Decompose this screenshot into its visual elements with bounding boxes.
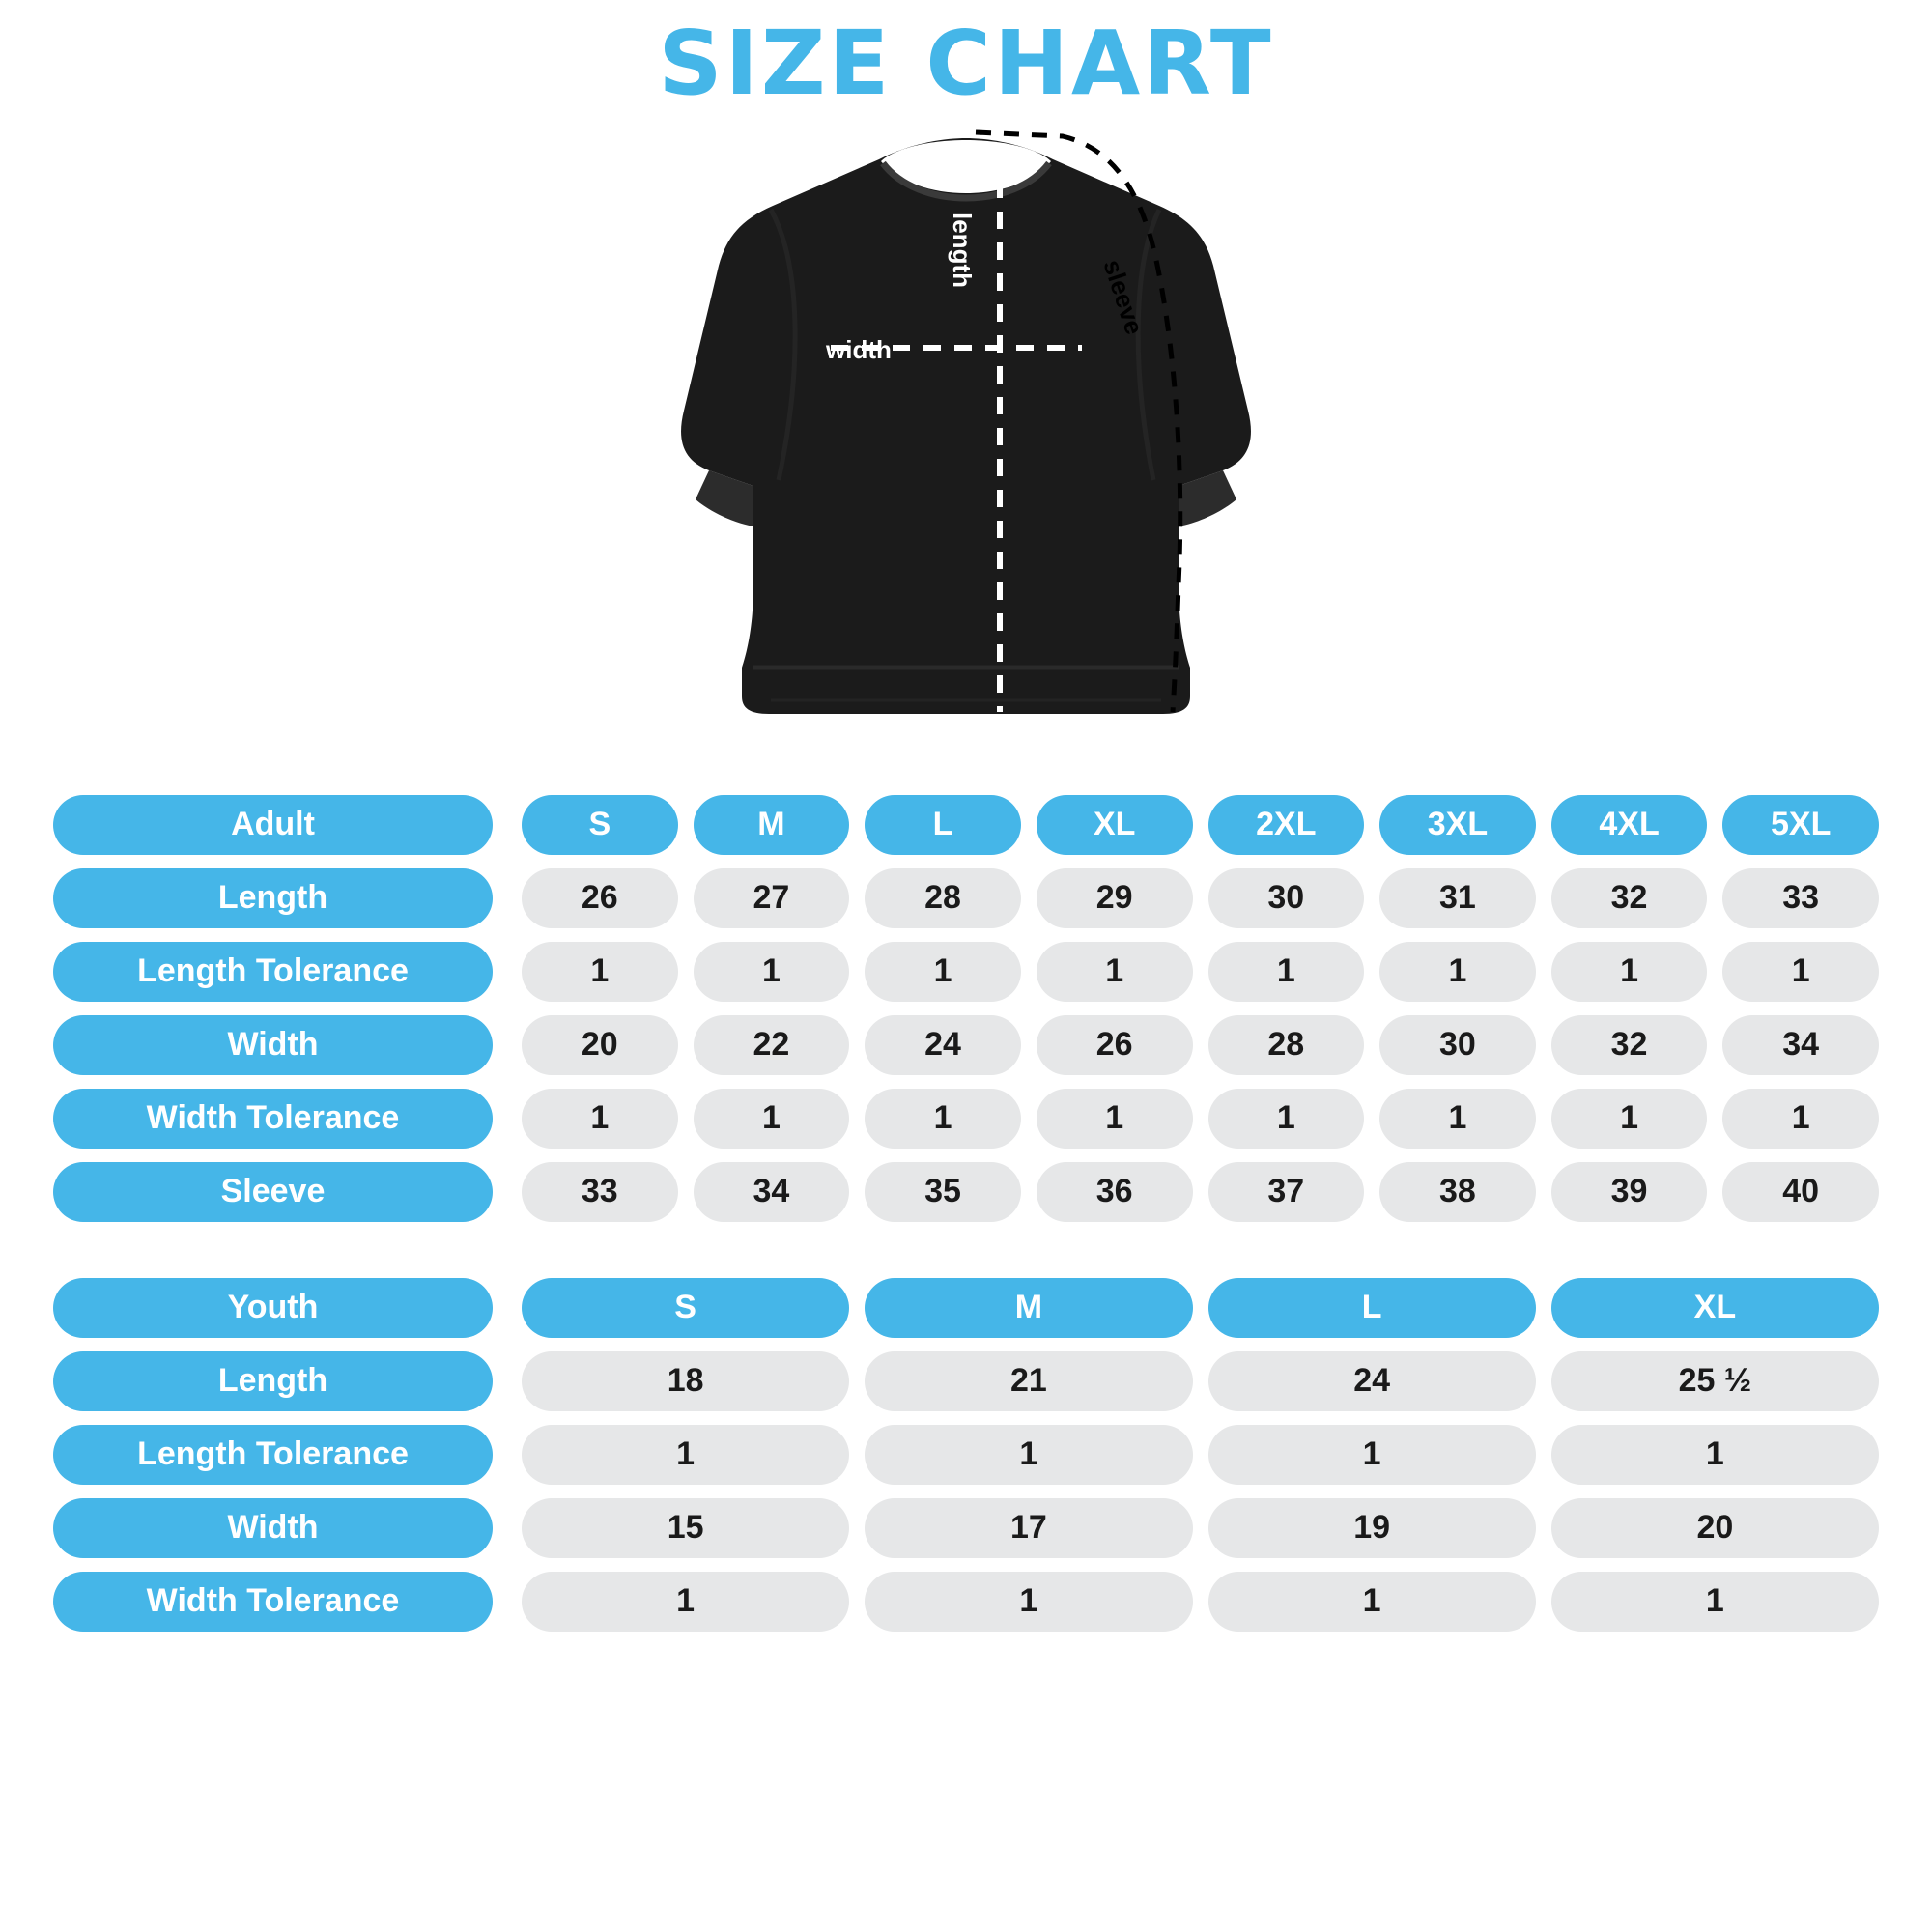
cell-value: 27 — [694, 868, 850, 928]
cell-value: 33 — [522, 1162, 678, 1222]
row-label-length-tolerance: Length Tolerance — [53, 942, 493, 1002]
cell-value: 20 — [522, 1015, 678, 1075]
table-row — [53, 1351, 1879, 1411]
cell-value: 1 — [1722, 942, 1879, 1002]
adult-col-5xl: 5XL — [1722, 795, 1879, 855]
adult-label: Adult — [53, 795, 493, 855]
row-label-sleeve: Sleeve — [53, 1162, 493, 1222]
cell-value: 1 — [1037, 1089, 1193, 1149]
cell-value: 1 — [865, 1089, 1021, 1149]
cell-value: 1 — [522, 1572, 849, 1632]
adult-col-2xl: 2XL — [1208, 795, 1365, 855]
row-label-width: Width — [53, 1498, 493, 1558]
cell-value: 30 — [1379, 1015, 1536, 1075]
table-row — [53, 868, 1879, 928]
cell-value: 17 — [865, 1498, 1192, 1558]
cell-value: 30 — [1208, 868, 1365, 928]
cell-value: 1 — [865, 1572, 1192, 1632]
row-label-width-tolerance: Width Tolerance — [53, 1572, 493, 1632]
cell-value: 1 — [1208, 1572, 1536, 1632]
cell-value: 38 — [1379, 1162, 1536, 1222]
cell-value: 26 — [522, 868, 678, 928]
cell-value: 32 — [1551, 1015, 1708, 1075]
row-label-width: Width — [53, 1015, 493, 1075]
cell-value: 33 — [1722, 868, 1879, 928]
youth-col-s: S — [522, 1278, 849, 1338]
cell-value: 32 — [1551, 868, 1708, 928]
sleeve-measure-label: sleeve — [1097, 255, 1150, 338]
adult-col-l: L — [865, 795, 1021, 855]
adult-col-4xl: 4XL — [1551, 795, 1708, 855]
adult-col-3xl: 3XL — [1379, 795, 1536, 855]
page-title: SIZE CHART — [658, 12, 1274, 115]
cell-value: 19 — [1208, 1498, 1536, 1558]
cell-value: 21 — [865, 1351, 1192, 1411]
cell-value: 1 — [1551, 1425, 1879, 1485]
cell-value: 1 — [1208, 942, 1365, 1002]
youth-size-table — [53, 1278, 1879, 1632]
table-header-row — [53, 795, 1879, 855]
youth-col-l: L — [1208, 1278, 1536, 1338]
cell-value: 34 — [1722, 1015, 1879, 1075]
table-row — [53, 1572, 1879, 1632]
row-label-length-tolerance: Length Tolerance — [53, 1425, 493, 1485]
cell-value: 36 — [1037, 1162, 1193, 1222]
cell-value: 1 — [1551, 1572, 1879, 1632]
cell-value: 15 — [522, 1498, 849, 1558]
cell-value: 1 — [1208, 1425, 1536, 1485]
cell-value: 28 — [865, 868, 1021, 928]
cell-value: 24 — [1208, 1351, 1536, 1411]
cell-value: 1 — [1208, 1089, 1365, 1149]
cell-value: 1 — [865, 942, 1021, 1002]
table-row — [53, 1162, 1879, 1222]
youth-column-headers — [522, 1278, 1879, 1338]
cell-value: 24 — [865, 1015, 1021, 1075]
row-label-length: Length — [53, 868, 493, 928]
table-header-row — [53, 1278, 1879, 1338]
youth-label: Youth — [53, 1278, 493, 1338]
row-label-width-tolerance: Width Tolerance — [53, 1089, 493, 1149]
width-measure-label: width — [826, 334, 892, 364]
cell-value: 1 — [1551, 1089, 1708, 1149]
cell-value: 31 — [1379, 868, 1536, 928]
table-row — [53, 942, 1879, 1002]
adult-column-headers — [522, 795, 1879, 855]
row-label-length: Length — [53, 1351, 493, 1411]
cell-value: 1 — [694, 942, 850, 1002]
length-measure-label: length — [948, 212, 977, 288]
garment-illustration — [53, 121, 1879, 787]
table-row — [53, 1498, 1879, 1558]
cell-value: 39 — [1551, 1162, 1708, 1222]
sweatshirt-graphic — [657, 121, 1275, 768]
cell-value: 35 — [865, 1162, 1021, 1222]
cell-value: 1 — [522, 1089, 678, 1149]
youth-col-m: M — [865, 1278, 1192, 1338]
cell-value: 40 — [1722, 1162, 1879, 1222]
adult-col-xl: XL — [1037, 795, 1193, 855]
cell-value: 1 — [1037, 942, 1193, 1002]
cell-value: 22 — [694, 1015, 850, 1075]
cell-value: 25 ½ — [1551, 1351, 1879, 1411]
youth-col-xl: XL — [1551, 1278, 1879, 1338]
cell-value: 1 — [694, 1089, 850, 1149]
adult-col-s: S — [522, 795, 678, 855]
cell-value: 28 — [1208, 1015, 1365, 1075]
adult-col-m: M — [694, 795, 850, 855]
cell-value: 18 — [522, 1351, 849, 1411]
cell-value: 20 — [1551, 1498, 1879, 1558]
table-row — [53, 1089, 1879, 1149]
cell-value: 1 — [522, 942, 678, 1002]
cell-value: 1 — [1379, 1089, 1536, 1149]
cell-value: 37 — [1208, 1162, 1365, 1222]
cell-value: 34 — [694, 1162, 850, 1222]
cell-value: 1 — [1379, 942, 1536, 1002]
cell-value: 1 — [1722, 1089, 1879, 1149]
cell-value: 29 — [1037, 868, 1193, 928]
table-row — [53, 1015, 1879, 1075]
cell-value: 1 — [1551, 942, 1708, 1002]
cell-value: 1 — [522, 1425, 849, 1485]
cell-value: 26 — [1037, 1015, 1193, 1075]
table-row — [53, 1425, 1879, 1485]
cell-value: 1 — [865, 1425, 1192, 1485]
adult-size-table — [53, 795, 1879, 1222]
